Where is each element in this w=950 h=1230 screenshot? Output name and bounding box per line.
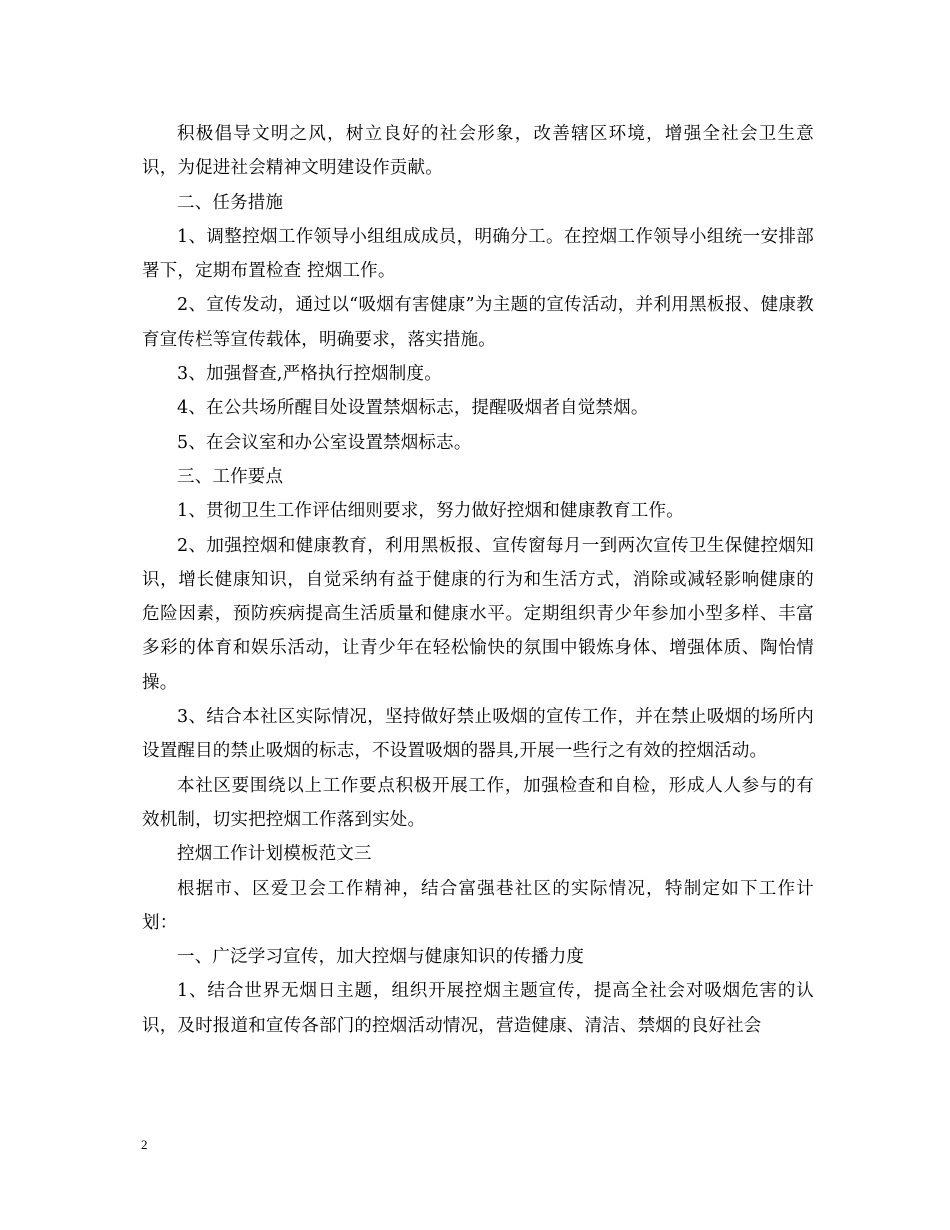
paragraph-measure-4: 4、在公共场所醒目处设置禁烟标志，提醒吸烟者自觉禁烟。: [177, 398, 649, 419]
paragraph-measure-3: 3、加强督查,严格执行控烟制度。: [177, 364, 442, 385]
paragraph-measure-5: 5、在会议室和办公室设置禁烟标志。: [177, 432, 472, 453]
page-number: 2: [141, 1137, 148, 1152]
paragraph-point-2: 2、加强控烟和健康教育，利用黑板报、宣传窗每月一到两次宣传卫生保健控烟知识，增长健康知识，自觉采纳有益于健康的行为和生活方式，消除或减轻影响健康的危险因素，预防疾病提高生活质量和健康水平。定期组织青少年参加小型多样、丰富多彩的体育和娱乐活动，让青少年在轻松愉快的氛围中锻炼身体、增强体质、陶怡情操。: [142, 535, 814, 693]
paragraph-summary: 本社区要围绕以上工作要点积极开展工作，加强检查和自检，形成人人参与的有效机制，切实把控烟工作落到实处。: [142, 775, 814, 830]
paragraph-measure-1: 1、调整控烟工作领导小组组成成员，明确分工。在控烟工作领导小组统一安排部署下，定期布置检查 控烟工作。: [142, 226, 814, 282]
paragraph-point-1: 1、贯彻卫生工作评估细则要求，努力做好控烟和健康教育工作。: [177, 501, 684, 522]
paragraph-intro-continued: 积极倡导文明之风，树立良好的社会形象，改善辖区环境，增强全社会卫生意识，为促进社会精神文明建设作贡献。: [142, 124, 814, 179]
section-title-sample-three: 控烟工作计划模板范文三: [177, 844, 372, 865]
paragraph-measure-2: 2、宣传发动，通过以“吸烟有害健康”为主题的宣传活动，并利用黑板报、健康教育宣传栏等宣传载体，明确要求，落实措施。: [142, 295, 814, 350]
section-heading-publicity: 一、广泛学习宣传，加大控烟与健康知识的传播力度: [177, 947, 585, 968]
section-heading-task-measures: 二、任务措施: [177, 192, 284, 213]
section-heading-work-points: 三、工作要点: [177, 466, 284, 487]
paragraph-point-3: 3、结合本社区实际情况，坚持做好禁止吸烟的宣传工作，并在禁止吸烟的场所内设置醒目的禁止吸烟的标志，不设置吸烟的器具,开展一些行之有效的控烟活动。: [142, 707, 814, 762]
paragraph-publicity-1: 1、结合世界无烟日主题，组织开展控烟主题宣传，提高全社会对吸烟危害的认识，及时报道和宣传各部门的控烟活动情况，营造健康、清洁、禁烟的良好社会: [142, 981, 814, 1036]
document-body: [142, 117, 814, 1043]
paragraph-plan-intro: 根据市、区爱卫会工作精神，结合富强巷社区的实际情况，特制定如下工作计划：: [142, 878, 814, 933]
